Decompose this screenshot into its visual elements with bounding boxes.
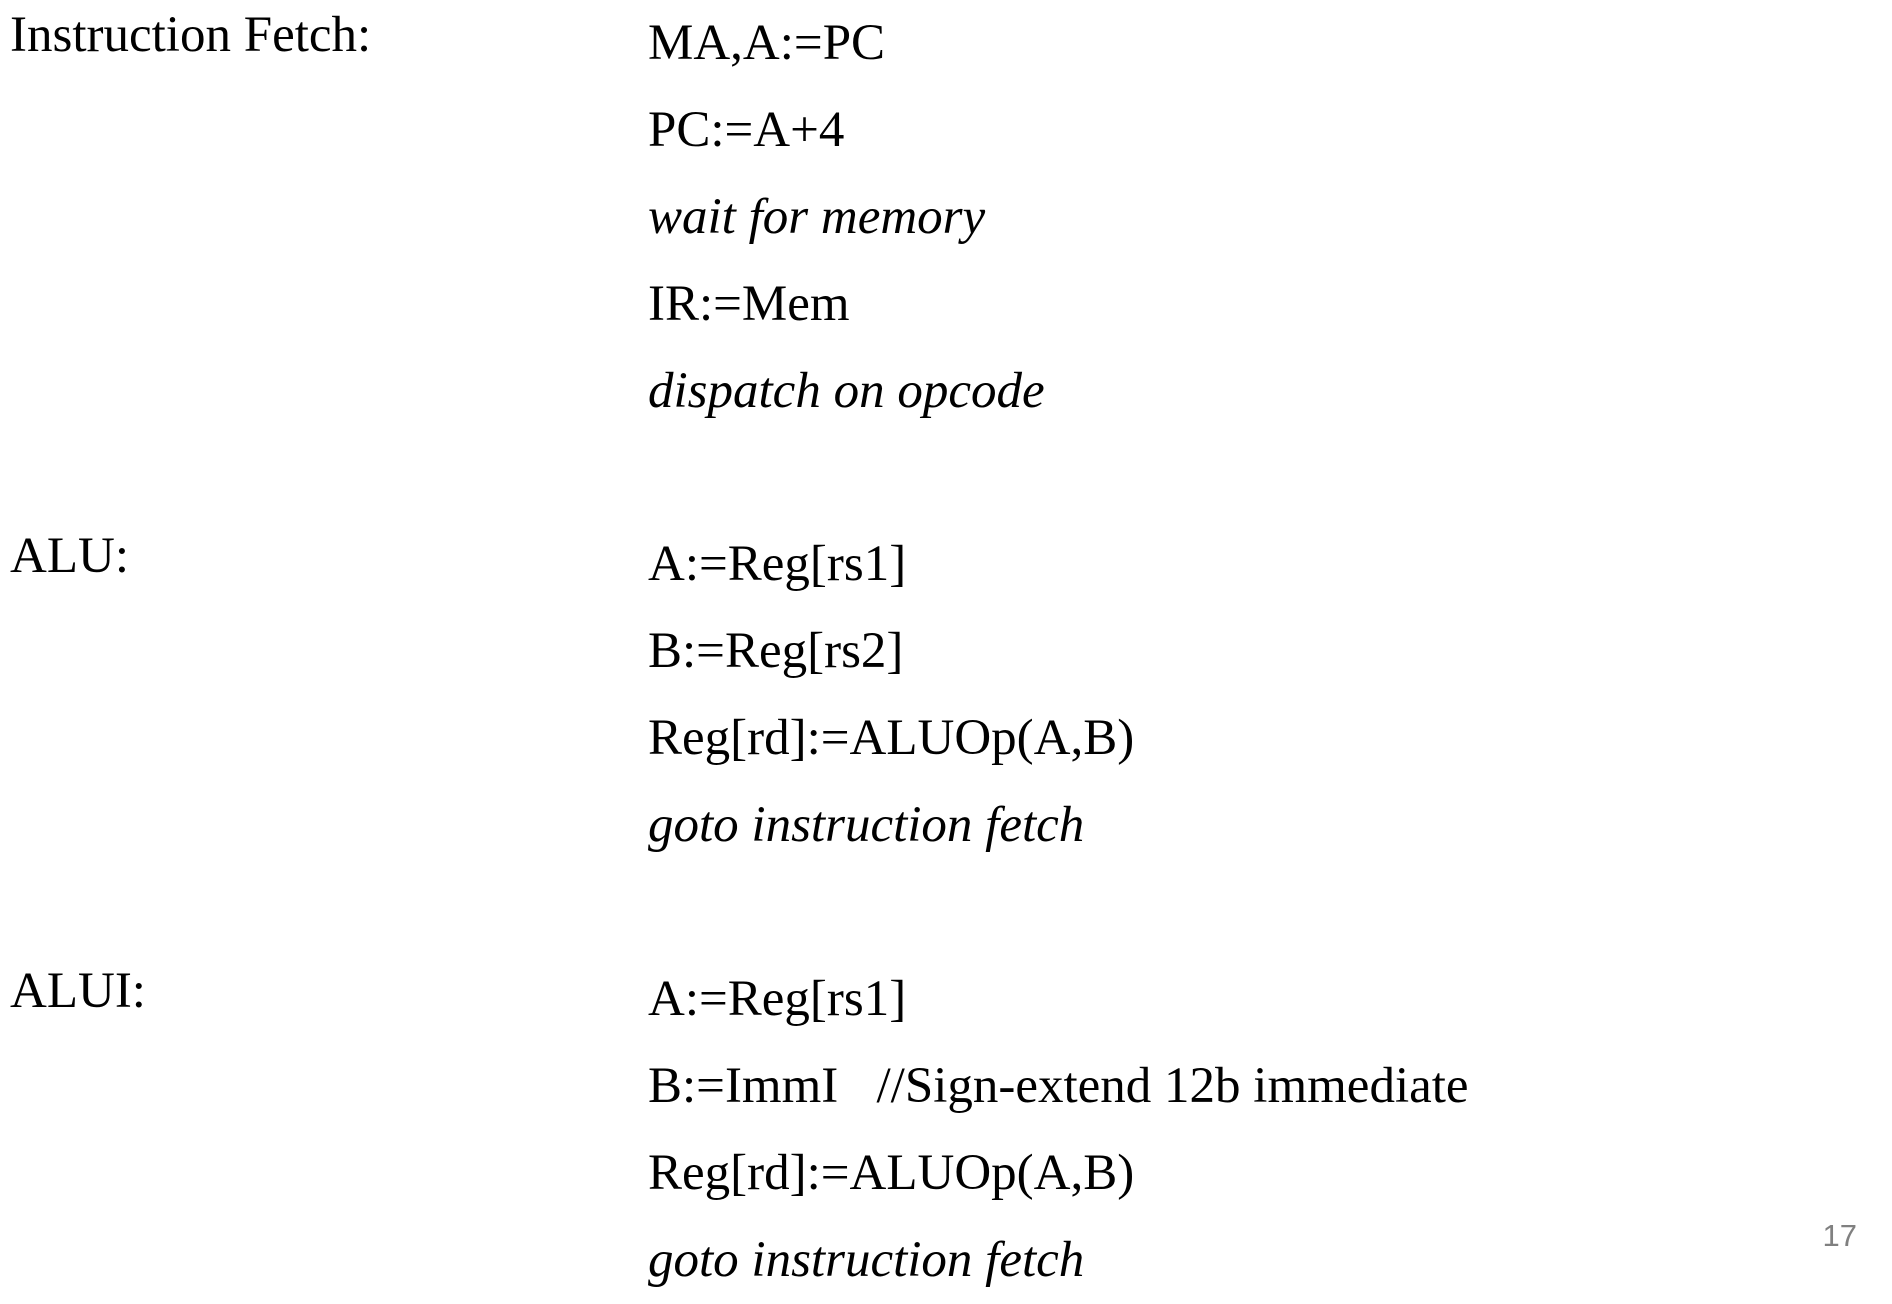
microcode-step: B:=ImmI //Sign-extend 12b immediate — [648, 1058, 1469, 1114]
microcode-step: B:=Reg[rs2] — [648, 623, 904, 679]
microcode-comment-step: wait for memory — [648, 189, 986, 245]
microcode-comment-step: dispatch on opcode — [648, 363, 1045, 419]
microcode-step: A:=Reg[rs1] — [648, 536, 907, 592]
section-label: ALUI: — [10, 963, 146, 1019]
microcode-comment-step: goto instruction fetch — [648, 797, 1085, 853]
microcode-step: PC:=A+4 — [648, 102, 845, 158]
microcode-step: Reg[rd]:=ALUOp(A,B) — [648, 710, 1135, 766]
microcode-step: IR:=Mem — [648, 276, 850, 332]
microcode-step: Reg[rd]:=ALUOp(A,B) — [648, 1145, 1135, 1201]
step-list — [648, 0, 1045, 435]
step-list — [648, 956, 1469, 1304]
microcode-step: A:=Reg[rs1] — [648, 971, 907, 1027]
section-label: Instruction Fetch: — [10, 7, 372, 63]
microcode-step: MA,A:=PC — [648, 15, 886, 71]
section-label: ALU: — [10, 528, 129, 584]
microcode-comment-step: goto instruction fetch — [648, 1232, 1085, 1288]
page-number: 17 — [1822, 1218, 1857, 1253]
step-list — [648, 521, 1134, 869]
